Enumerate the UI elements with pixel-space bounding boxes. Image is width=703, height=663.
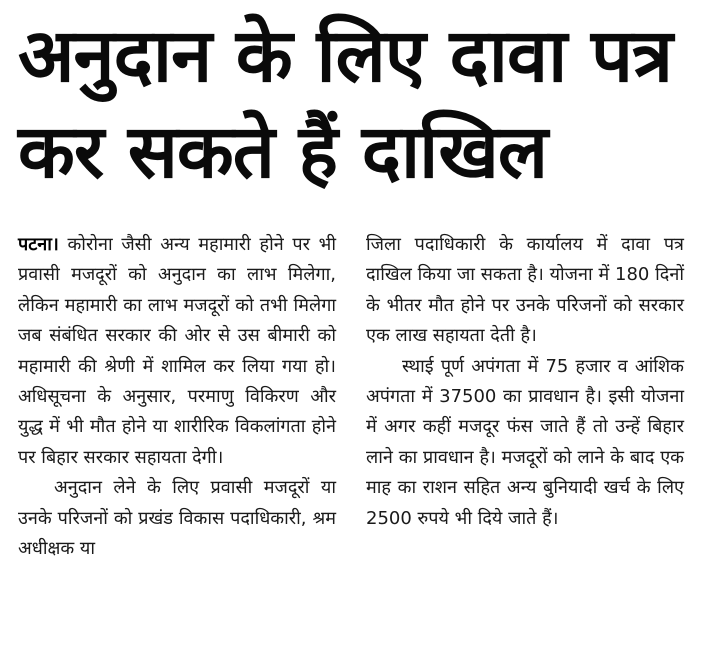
paragraph-4: स्थाई पूर्ण अपंगता में 75 हजार व आंशिक अपंगता में 37500 का प्रावधान है। इसी योजना में अगर कहीं मजदूर फंस जाते हैं तो उन्हें बिहार लाने का प्रावधान है। मजदूरों को लाने के बाद एक माह का राशन सहित अन्य बुनियादी खर्च के लिए 2500 रुपये भी दिये जाते हैं। [366,355,684,529]
headline [18,8,698,200]
dateline: पटना। [18,234,59,255]
headline-line-1: अनुदान के लिए दावा पत्र [18,13,672,99]
paragraph-1 [18,230,336,473]
headline-line-2: कर सकते हैं दाखिल [18,109,548,195]
paragraph-2: अनुदान लेने के लिए प्रवासी मजदूरों या उनके परिजनों को प्रखंड विकास पदाधिकारी, श्रम अधीक्षक या [18,477,336,560]
article-column-left [18,230,336,564]
article-column-right [366,230,684,534]
paragraph-1-text: कोरोना जैसी अन्य महामारी होने पर भी प्रवासी मजदूरों को अनुदान का लाभ मिलेगा, लेकिन महामारी का लाभ मजदूरों को तभी मिलेगा जब संबंधित सरकार की ओर से उस बीमारी को महामारी की श्रेणी में शामिल कर लिया गया हो। अधिसूचना के अनुसार, परमाणु विकिरण और युद्ध में भी मौत होने या शारीरिक विकलांगता होने पर बिहार सरकार सहायता देगी। [18,234,336,468]
paragraph-3: जिला पदाधिकारी के कार्यालय में दावा पत्र दाखिल किया जा सकता है। योजना में 180 दिनों के भीतर मौत होने पर उनके परिजनों को सरकार एक लाख सहायता देती है। [366,234,684,347]
